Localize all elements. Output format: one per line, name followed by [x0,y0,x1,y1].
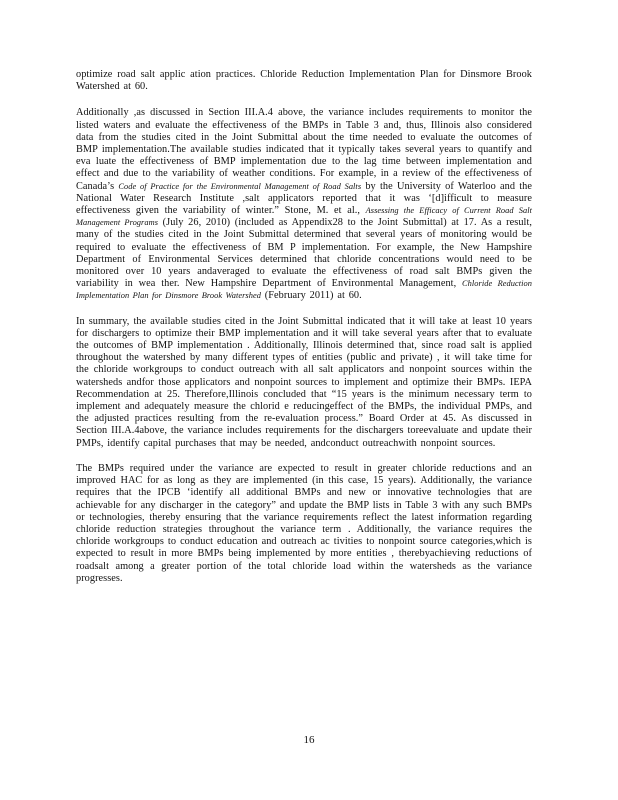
citation-title: Assessing the Efficacy of Current Road Salt Management Programs [76,206,532,228]
paragraph-text: In summary, the available studies cited in the Joint Submittal indicated that it will take at least 10 years for dischargers to optimize their BMP implementation and it will take several years after that to evaluate the outcomes of BMP implementation . Additionally, Illinois determined that, since road salt is applied throughout the watershed by many different types of entities (public and private) , it will take time for the chloride workgroups to conduct outreach with all salt applicators and nonpoint sources within the watersheds andfor those applicators and nonpoint sources to implement and optimize their BMPs. IEPA Recommendation at 25. Therefore,Illinois concluded that “15 years is the minimum necessary term to implement and adequately measure the chlorid e reducingeffect of the BMPs, the individual PMPs, and the adjusted practices resulting from the re-evaluation process.” Board Order at 45. As discussed in Section III.A.4above, the variance includes requirements for the dischargers toreevaluate and update their PMPs, identify capital purchases that may be needed, andconduct outreachwith nonpoint sources. [76,315,532,449]
body-paragraph [76,316,532,450]
body-paragraph [76,69,532,93]
body-paragraph [76,107,532,302]
paragraph-text: by the University of Waterloo and the National Water Research Institute ,salt applicators reported that it was ‘[d]ifficult to measure effectiveness given the variability of winter.” Stone, M. et al., [76,180,532,217]
paragraph-text: (July 26, 2010) (included as Appendix28 to the Joint Submittal) at 17. As a result, many of the studies cited in the Joint Submittal determined that several years of monitoring would be required to evaluate the effectiveness of BM P implementation. For example, the New Hampshire Department of Environmental Services determined that chloride concentrations would need to be monitored over 10 years andaveraged to evaluate the effectiveness of road salt BMPs given the variability in wea ther. New Hampshire Department of Environmental Management, [76,217,532,290]
page-number: 16 [303,734,315,746]
paragraph-text: The BMPs required under the variance are expected to result in greater chloride reductions and an improved HAC for as long as they are implemented (in this case, 15 years). Additionally, the variance requires that the IPCB ‘identify all additional BMPs and new or innovative technologies that are achievable for any discharger in the category” and update the BMP lists in Table 3 with any such BMPs or technologies, thereby ensuring that the variance requirements reflect the latest information regarding chloride reduction strategies throughout the variance term . Additionally, the variance requires the chloride workgroups to conduct education and outreach ac tivities to nonpoint source categories,which is expected to result in more BMPs being implemented by more entities , therebyachieving reductions of roadsalt among a greater portion of the total chloride load within the watersheds as the variance progresses. [76,462,532,584]
document-body [76,69,532,598]
citation-title: Chloride Reduction Implementation Plan for Dinsmore Brook Watershed [76,279,532,301]
body-paragraph [76,463,532,585]
citation-title: Code of Practice for the Environmental Management of Road Salts [118,181,362,191]
paragraph-text: optimize road salt applic ation practices. Chloride Reduction Implementation Plan for Dinsmore Brook Watershed at 60. [76,69,532,93]
paragraph-text: (February 2011) at 60. [260,290,362,302]
paragraph-text: Additionally ,as discussed in Section III.A.4 above, the variance includes requirements to monitor the listed waters and evaluate the effectiveness of the BMPs in Table 3 and, thus, Illinois also considered data from the studies cited in the Joint Submittal about the time needed to evaluate the outcomes of BMP implementation.The available studies indicated that it typically takes several years to quantify and eva luate the effectiveness of BMP implementation due to the lag time between implementation and effect and due to the variability of weather conditions. For example, in a review of the effectiveness of Canada’s [76,107,532,192]
